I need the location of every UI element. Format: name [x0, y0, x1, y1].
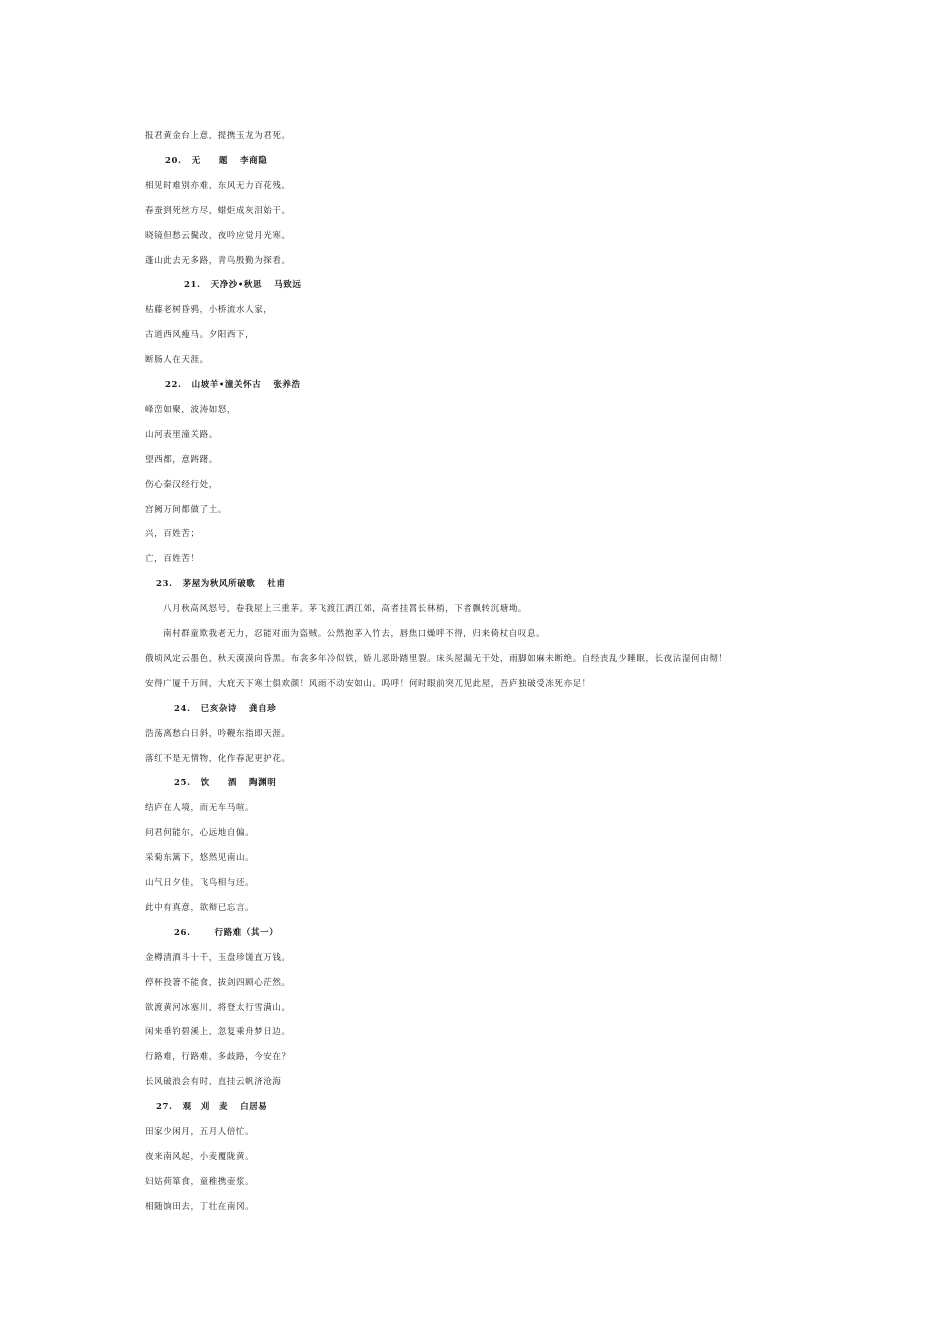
poem-title [184, 279, 301, 291]
poem-number: 20. [165, 155, 182, 166]
poem-title [165, 379, 301, 391]
poem-title [174, 703, 276, 715]
poem-line: 兴，百姓苦； [145, 529, 200, 540]
poem-line: 南村群童欺我老无力，忍能对面为盗贼。公然抱茅入竹去，唇焦口燥呼不得，归来倚杖自叹息。 [163, 629, 546, 639]
poem-line: 古道西风瘦马。夕阳西下， [145, 330, 255, 341]
poem-line: 问君何能尔，心远地自偏。 [145, 828, 255, 839]
poem-line: 亡，百姓苦！ [145, 554, 200, 565]
poem-number: 23. [156, 579, 173, 590]
poem-line: 闲来垂钓碧溪上，忽复乘舟梦日边。 [145, 1027, 291, 1038]
poem-number: 21. [184, 280, 201, 291]
poem-title [174, 927, 278, 939]
poem-number: 26. [174, 927, 191, 938]
poem-number: 22. [165, 380, 182, 390]
poem-line: 欲渡黄河冰塞川，将登太行雪满山。 [145, 1002, 291, 1013]
poem-author: 陶渊明 [249, 778, 277, 789]
poem-line: 采菊东篱下，悠然见南山。 [145, 853, 255, 864]
poem-line: 伤心秦汉经行处， [145, 479, 218, 490]
poem-line: 安得广厦千万间，大庇天下寒士俱欢颜！风雨不动安如山。呜呼！何时眼前突兀见此屋，吾庐独破受冻死亦足！ [145, 678, 591, 689]
poem-line: 春蚕到死丝方尽，蜡炬成灰泪始干。 [145, 205, 291, 216]
poem-name: 已亥杂诗 [200, 703, 237, 714]
poem-author: 龚自珍 [249, 703, 277, 714]
poem-author: 李商隐 [240, 155, 268, 166]
poem-line: 峰峦如聚，波涛如怒， [145, 404, 237, 415]
poem-author: 杜甫 [267, 579, 286, 590]
poem-line: 金樽清酒斗十千，玉盘珍馐直万钱。 [145, 952, 291, 963]
poem-line: 田家少闲月，五月人倍忙。 [145, 1127, 255, 1137]
poem-number: 24. [174, 703, 191, 714]
poem-line: 枯藤老树昏鸦，小桥流水人家， [145, 305, 273, 316]
poem-author: 张养浩 [273, 380, 301, 390]
poem-line: 相随饷田去，丁壮在南冈。 [145, 1201, 255, 1212]
poem-line: 山气日夕佳，飞鸟相与还。 [145, 878, 255, 888]
poem-name: 无 题 [191, 155, 228, 166]
poem-title [156, 1101, 267, 1113]
poem-line: 结庐在人境，而无车马喧。 [145, 803, 255, 814]
poem-line: 宫阙万间都做了土。 [145, 504, 227, 515]
poem-number: 27. [156, 1102, 173, 1113]
poem-line: 断肠人在天涯。 [145, 355, 209, 366]
poem-line: 晓镜但愁云鬓改，夜吟应觉月光寒。 [145, 230, 291, 241]
poem-line: 此中有真意，欲辩已忘言。 [145, 902, 255, 913]
poem-line: 长风破浪会有时，直挂云帆济沧海 [145, 1077, 282, 1088]
poem-line: 相见时难别亦难，东风无力百花残。 [145, 180, 291, 191]
poem-line: 报君黄金台上意，提携玉龙为君死。 [145, 131, 291, 141]
poem-line: 八月秋高风怒号，卷我屋上三重茅。茅飞渡江洒江郊，高者挂罥长林梢，下者飘转沉塘坳。 [163, 604, 528, 615]
poem-author: 白居易 [240, 1102, 268, 1113]
poem-line: 停杯投箸不能食，拔剑四顾心茫然。 [145, 977, 291, 988]
poem-name: 饮 酒 [200, 778, 237, 789]
poem-author: 马致远 [274, 280, 302, 291]
poem-line: 妇姑荷箪食，童稚携壶浆。 [145, 1176, 255, 1187]
poem-title [174, 777, 276, 789]
poem-line: 俄顷风定云墨色，秋天漠漠向昏黑。布衾多年冷似铁，娇儿恶卧踏里裂。床头屋漏无干处，雨脚如麻未断绝。自经丧乱少睡眠，长夜沾湿何由彻！ [145, 653, 728, 664]
poem-line: 夜来南风起，小麦覆陇黄。 [145, 1151, 255, 1162]
poem-name: 茅屋为秋风所破歌 [182, 579, 256, 590]
poem-number: 25. [174, 778, 191, 789]
poem-title [156, 578, 286, 590]
poem-name: 观 刈 麦 [182, 1102, 229, 1113]
poem-line: 望西都，意踌躇。 [145, 454, 218, 465]
poem-line: 蓬山此去无多路，青鸟殷勤为探看。 [145, 255, 291, 266]
poem-title [165, 155, 267, 167]
poem-line: 山河表里潼关路。 [145, 429, 218, 440]
poem-name: 山坡羊•潼关怀古 [191, 380, 262, 390]
poem-name: 天净沙•秋思 [210, 280, 263, 291]
poem-line: 落红不是无情物，化作春泥更护花。 [145, 753, 291, 764]
poem-line: 行路难，行路难，多歧路，今安在？ [145, 1052, 291, 1063]
poem-line: 浩荡离愁白日斜，吟鞭东指即天涯。 [145, 728, 291, 739]
poem-name: 行路难（其一） [214, 927, 279, 938]
